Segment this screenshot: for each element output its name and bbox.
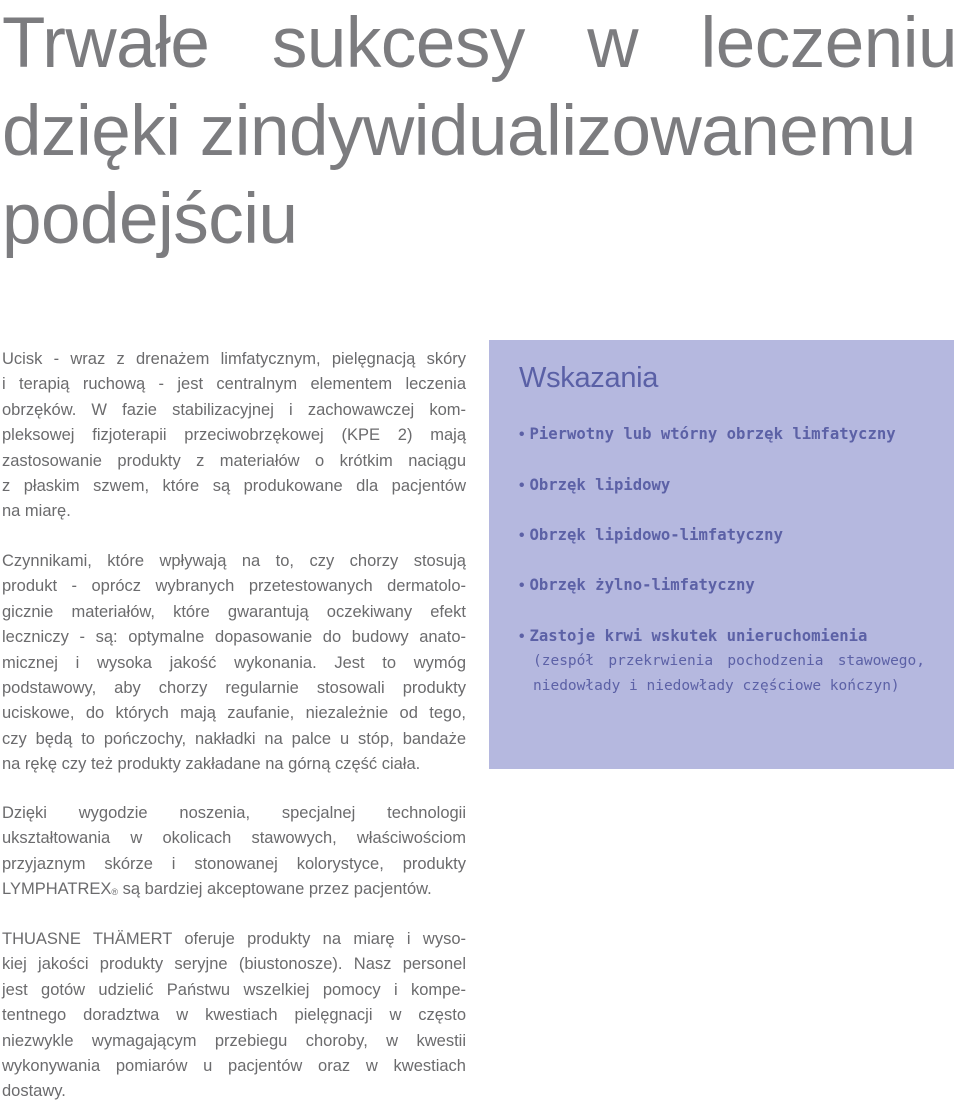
bullet-icon: • [519,426,525,443]
indication-label: Pierwotny lub wtórny obrzęk limfatyczny [529,425,896,443]
text-line: przyjaznym skórze i stonowanej kolorystyce, produkty [2,854,466,873]
title-line-3: podejściu [2,180,298,259]
brand-name: LYMPHATREX [2,880,112,899]
indication-label: Obrzęk lipidowy [529,476,671,494]
text-line: micznej i wysoka jakość wykonania. Jest to wymóg [2,653,466,672]
text-line: z płaskim szwem, które są produkowane dla pacjentów [2,477,466,496]
indication-label: Obrzęk lipidowo-limfatyczny [529,526,783,544]
text-line: dostawy. [2,1082,66,1101]
text-line: obrzęków. W fazie stabilizacyjnej i zachowawczej kom- [2,400,466,419]
text-line: THUASNE THÄMERT oferuje produkty na miarę i wyso- [2,930,466,948]
text-line: podstawowy, aby chorzy regularnie stosowali produkty [2,679,466,698]
bullet-icon: • [519,577,525,594]
text-line: uciskowe, do których mają zaufanie, niezależnie od tego, [2,704,466,723]
text-line: jest gotów udzielić Państwu wszelkiej pomocy i kompe- [2,980,466,999]
indication-item [519,473,929,498]
text-line: wykonywania pomiarów u pacjentów oraz w kwestiach [2,1057,466,1076]
text-line: na miarę. [2,502,71,521]
indications-title: Wskazania [519,362,659,394]
bullet-icon: • [519,527,525,544]
indication-label: Zastoje krwi wskutek unieruchomienia [529,627,868,645]
paragraph-compression-intro [2,347,466,525]
text-line: pleksowej fizjoterapii przeciwobrzękowej (KPE 2) mają [2,426,466,445]
detail-line: (zespół przekrwienia pochodzenia stawowego, [533,653,925,669]
indication-item [519,422,929,447]
indication-item [519,573,929,598]
detail-line: niedowłady i niedowłady częściowe kończyn) [533,678,900,694]
paragraph-thuasne-offer [2,927,466,1101]
registered-mark: ® [111,887,119,898]
indication-label: Obrzęk żylno-limfatyczny [529,576,755,594]
text-line: gicznie materiałów, które gwarantują oczekiwany efekt [2,602,466,621]
paragraph-compliance-factors [2,549,466,778]
text-line: ukształtowania w okolicach stawowych, właściwościom [2,829,466,848]
text-line [2,877,466,902]
text-line: niezwykle wymagającym przebiegu choroby, w kwestii [2,1031,466,1050]
text-line: zastosowanie produkty z materiałów o krótkim naciągu [2,451,466,470]
text-line: Ucisk - wraz z drenażem limfatycznym, pielęgnacją skóry [2,350,466,368]
text-line: kiej jakości produkty seryjne (biustonosze). Nasz personel [2,955,466,974]
indication-detail [533,649,925,699]
text-line: Dzięki wygodzie noszenia, specjalnej technologii [2,804,466,822]
text-line: tentnego doradztwa w kwestiach pielęgnacji w często [2,1006,466,1025]
text-line: na rękę czy też produkty zakładane na górną część ciała. [2,755,421,774]
title-line-1: Trwałe sukcesy w leczeniu [2,4,957,83]
paragraph-lymphatrex-acceptance [2,801,466,903]
bullet-icon: • [519,628,525,645]
bullet-icon: • [519,477,525,494]
indications-box [489,340,954,769]
page-title [2,0,957,264]
text-line: i terapią ruchową - jest centralnym elementem leczenia [2,375,466,394]
text-line: leczniczy - są: optymalne dopasowanie do budowy anato- [2,628,466,647]
title-line-2: dzięki zindywidualizowanemu [2,92,916,171]
text-line: produkt - oprócz wybranych przetestowanych dermatolo- [2,577,466,596]
text-line: czy będą to pończochy, nakładki na palce u stóp, bandaże [2,729,466,748]
text-line: Czynnikami, które wpływają na to, czy chorzy stosują [2,552,466,570]
indication-item [519,523,929,548]
text-line-tail: są bardziej akceptowane przez pacjentów. [118,880,432,899]
indication-item [519,624,929,699]
